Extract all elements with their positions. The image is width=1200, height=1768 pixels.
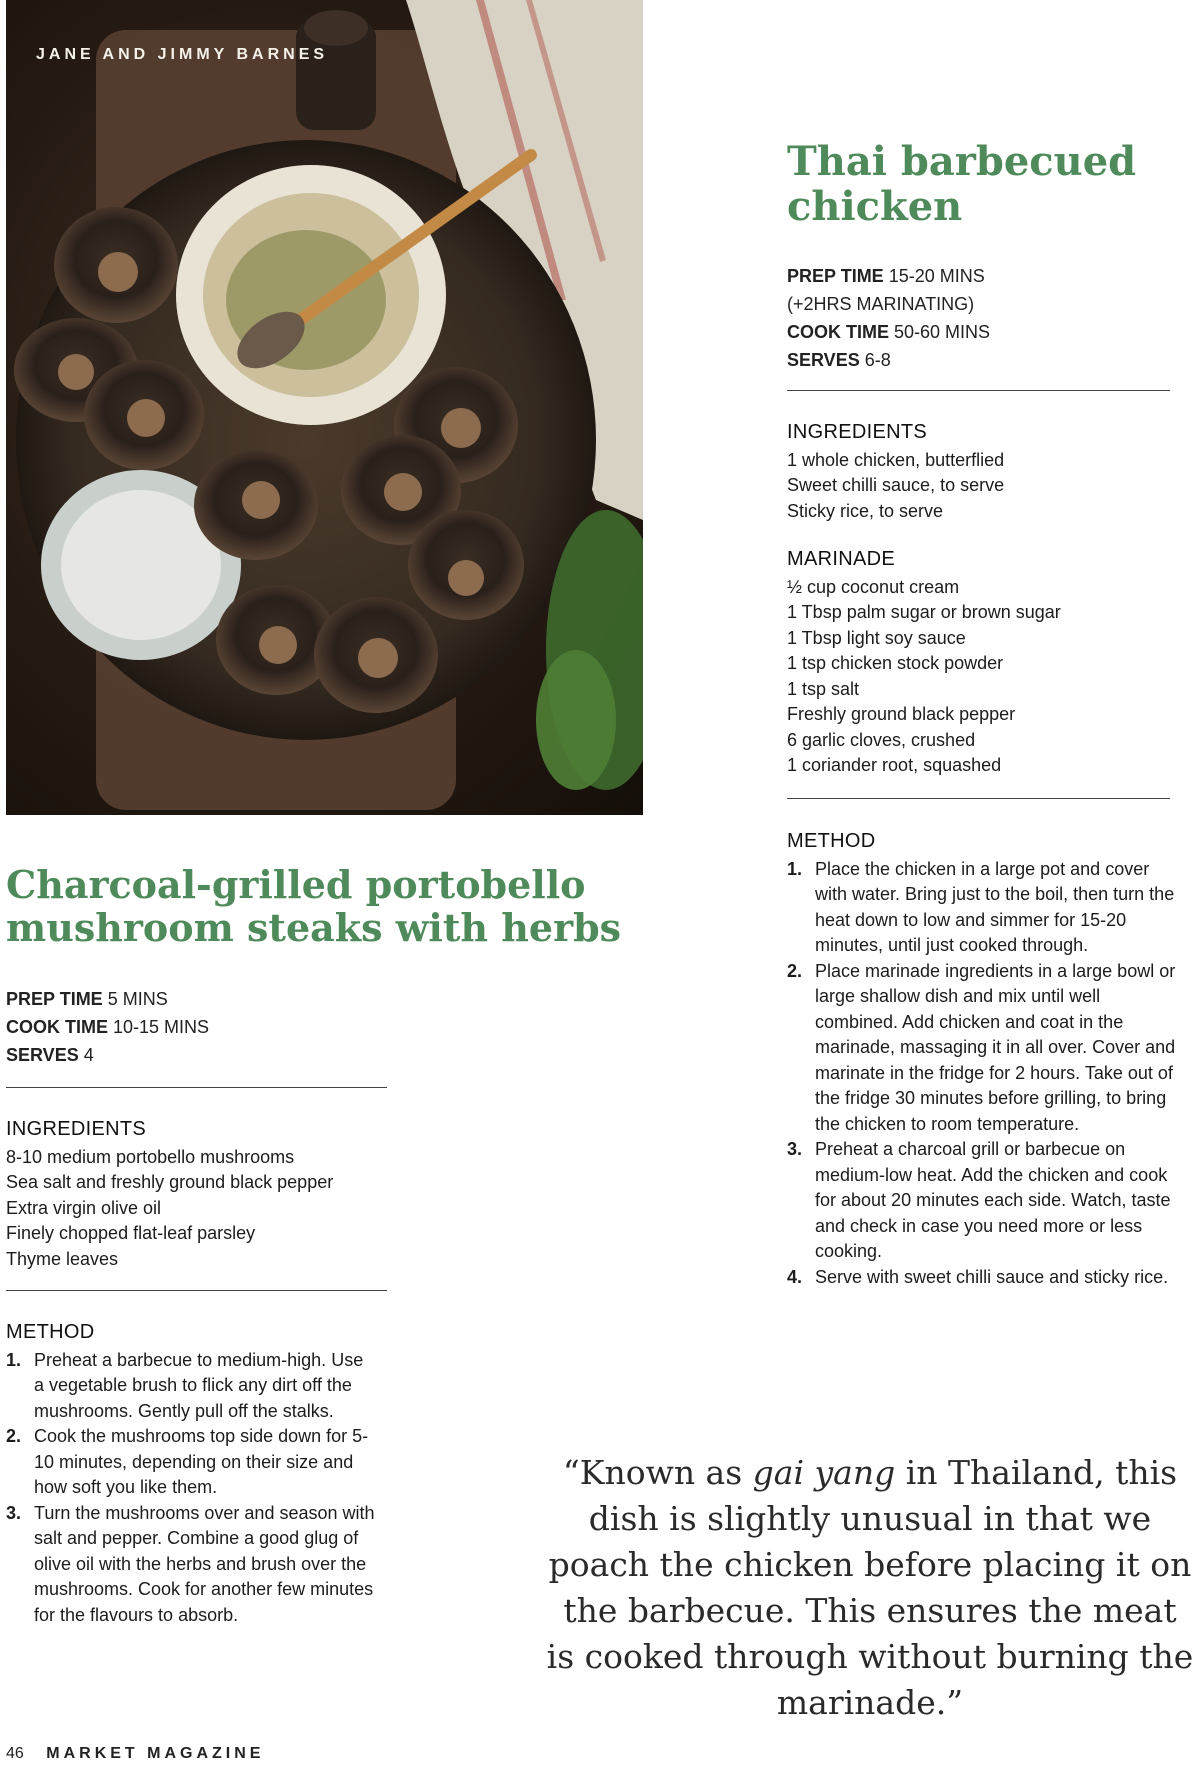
pull-quote: “Known as gai yang in Thailand, this dish is slightly unusual in that we poach the chicken before placing it on the barbecue. This ensures the meat is cooked through without burning the marinade.” — [546, 1453, 1194, 1722]
list-item: Freshly ground black pepper — [787, 704, 1016, 724]
ingredients-mushroom — [6, 1117, 426, 1272]
method-mushroom — [6, 1320, 376, 1628]
meta-row: COOK TIME 10-15 MINS — [6, 1017, 210, 1037]
list-item: Sea salt and freshly ground black pepper — [6, 1172, 334, 1192]
recipe-title-thai-chicken: Thai barbecued chicken — [787, 138, 1137, 230]
list-item: Sticky rice, to serve — [787, 500, 944, 521]
meta-row: SERVES 6-8 — [787, 350, 891, 370]
meta-row: PREP TIME 5 MINS — [6, 989, 168, 1009]
method-step: 2. Place marinade ingredients in a large bowl or large shallow dish and mix until well combined. Add chicken and coat in the marinade, massaging it in all over. Cover and marinate in the fridge for 2 hours. Take out of the fridge 30 minutes before grilling, to bring the chicken to room temperature. — [787, 960, 1176, 1134]
list-item: 8-10 medium portobello mushrooms — [6, 1146, 295, 1167]
list-item: 1 tsp chicken stock powder — [787, 653, 1004, 673]
list-item: 1 whole chicken, butterflied — [787, 449, 1005, 470]
list-item: 1 Tbsp light soy sauce — [787, 627, 966, 648]
method-step: 3. Turn the mushrooms over and season with salt and pepper. Combine a good glug of olive oil with the herbs and brush over the mushrooms. Cook for another few minutes for the flavours to absorb. — [6, 1502, 375, 1625]
section-heading: METHOD — [787, 830, 876, 852]
page-footer — [6, 1745, 264, 1763]
list-item: 6 garlic cloves, crushed — [787, 729, 976, 750]
divider — [787, 390, 1170, 391]
page-number: 46 — [6, 1745, 24, 1762]
method-step: 1. Preheat a barbecue to medium-high. Use a vegetable brush to flick any dirt off the mushrooms. Gently pull off the stalks. — [6, 1349, 364, 1421]
section-heading: MARINADE — [787, 548, 895, 570]
marinade-thai — [787, 547, 1187, 779]
section-heading: METHOD — [6, 1321, 95, 1343]
meta-row: (+2HRS MARINATING) — [787, 294, 975, 314]
recipe-title-mushroom: Charcoal-grilled portobello mushroom steaks with herbs — [6, 862, 622, 950]
section-heading: INGREDIENTS — [6, 1118, 146, 1140]
meta-row: SERVES 4 — [6, 1045, 94, 1065]
list-item: 1 Tbsp palm sugar or brown sugar — [787, 602, 1061, 622]
method-thai — [787, 829, 1177, 1290]
method-step: 2. Cook the mushrooms top side down for 5-10 minutes, depending on their size and how soft you like them. — [6, 1426, 369, 1497]
recipe-meta-mushroom — [6, 985, 209, 1069]
list-item: Thyme leaves — [6, 1248, 119, 1269]
divider — [787, 798, 1170, 799]
mushroom-platter-illustration — [6, 0, 643, 815]
ingredients-thai — [787, 420, 1187, 524]
method-step: 4. Serve with sweet chilli sauce and sticky rice. — [787, 1266, 1169, 1287]
divider — [6, 1087, 387, 1088]
recipe-meta-thai — [787, 262, 990, 374]
method-step: 1. Place the chicken in a large pot and cover with water. Bring just to the boil, then turn the heat down to low and simmer for 15-20 minutes, until just cooked through. — [787, 858, 1175, 955]
list-item: ½ cup coconut cream — [787, 576, 960, 597]
method-step: 3. Preheat a charcoal grill or barbecue on medium-low heat. Add the chicken and cook for about 20 minutes each side. Watch, taste and check in case you need more or less cooking. — [787, 1139, 1171, 1261]
list-item: Finely chopped flat-leaf parsley — [6, 1223, 256, 1243]
food-photo — [6, 0, 643, 815]
list-item: 1 tsp salt — [787, 678, 860, 699]
byline: JANE AND JIMMY BARNES — [36, 46, 329, 63]
list-item: Extra virgin olive oil — [6, 1197, 162, 1218]
magazine-name: MARKET MAGAZINE — [46, 1745, 265, 1762]
list-item: 1 coriander root, squashed — [787, 755, 1002, 775]
meta-row: PREP TIME 15-20 MINS — [787, 266, 985, 286]
divider — [6, 1290, 387, 1291]
list-item: Sweet chilli sauce, to serve — [787, 475, 1005, 495]
meta-row: COOK TIME 50-60 MINS — [787, 322, 991, 342]
section-heading: INGREDIENTS — [787, 421, 927, 443]
